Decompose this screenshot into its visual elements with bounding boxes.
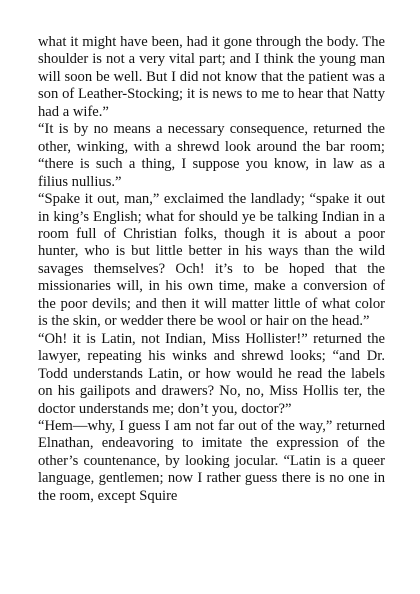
paragraph-1: what it might have been, had it gone through the body. The shoulder is not a very vital part; and I think the young man will soon be well. But I did not know that the patient was a son of Leather-Stocking; it is news to me to hear that Natty had a wife.” [38, 34, 385, 120]
paragraph-3: “Spake it out, man,” exclaimed the landlady; “spake it out in king’s English; what for should ye be talking Indian in a room full of Christian folks, though it is about a poor hunter, who is but little better in his ways than the wild savages themselves? Och! it’s to be hoped that the missionaries will, in his own time, make a conversion of the poor devils; and then it will matter little of what color is the skin, or wedder there be wool or hair on the head.” [38, 191, 385, 330]
paragraph-4: “Oh! it is Latin, not Indian, Miss Hollister!” returned the lawyer, repeating his winks and shrewd looks; “and Dr. Todd understands Latin, or how would he read the labels on his gailipots and drawers? No, no, Miss Hollis ter, the doctor understands me; don’t you, doctor?” [38, 330, 385, 417]
paragraph-2: “It is by no means a necessary consequence, returned the other, winking, with a shrewd look around the bar room; “there is such a thing, I suppose you know, in law as a filius nullius.” [38, 121, 385, 190]
paragraph-5: “Hem—why, I guess I am not far out of the way,” returned Elnathan, endeavoring to imitate the expression of the other’s countenance, by looking jocular. “Latin is a queer language, gentlemen; now I rather guess there is no one in the room, except Squire [38, 417, 385, 504]
page-text [38, 34, 385, 505]
